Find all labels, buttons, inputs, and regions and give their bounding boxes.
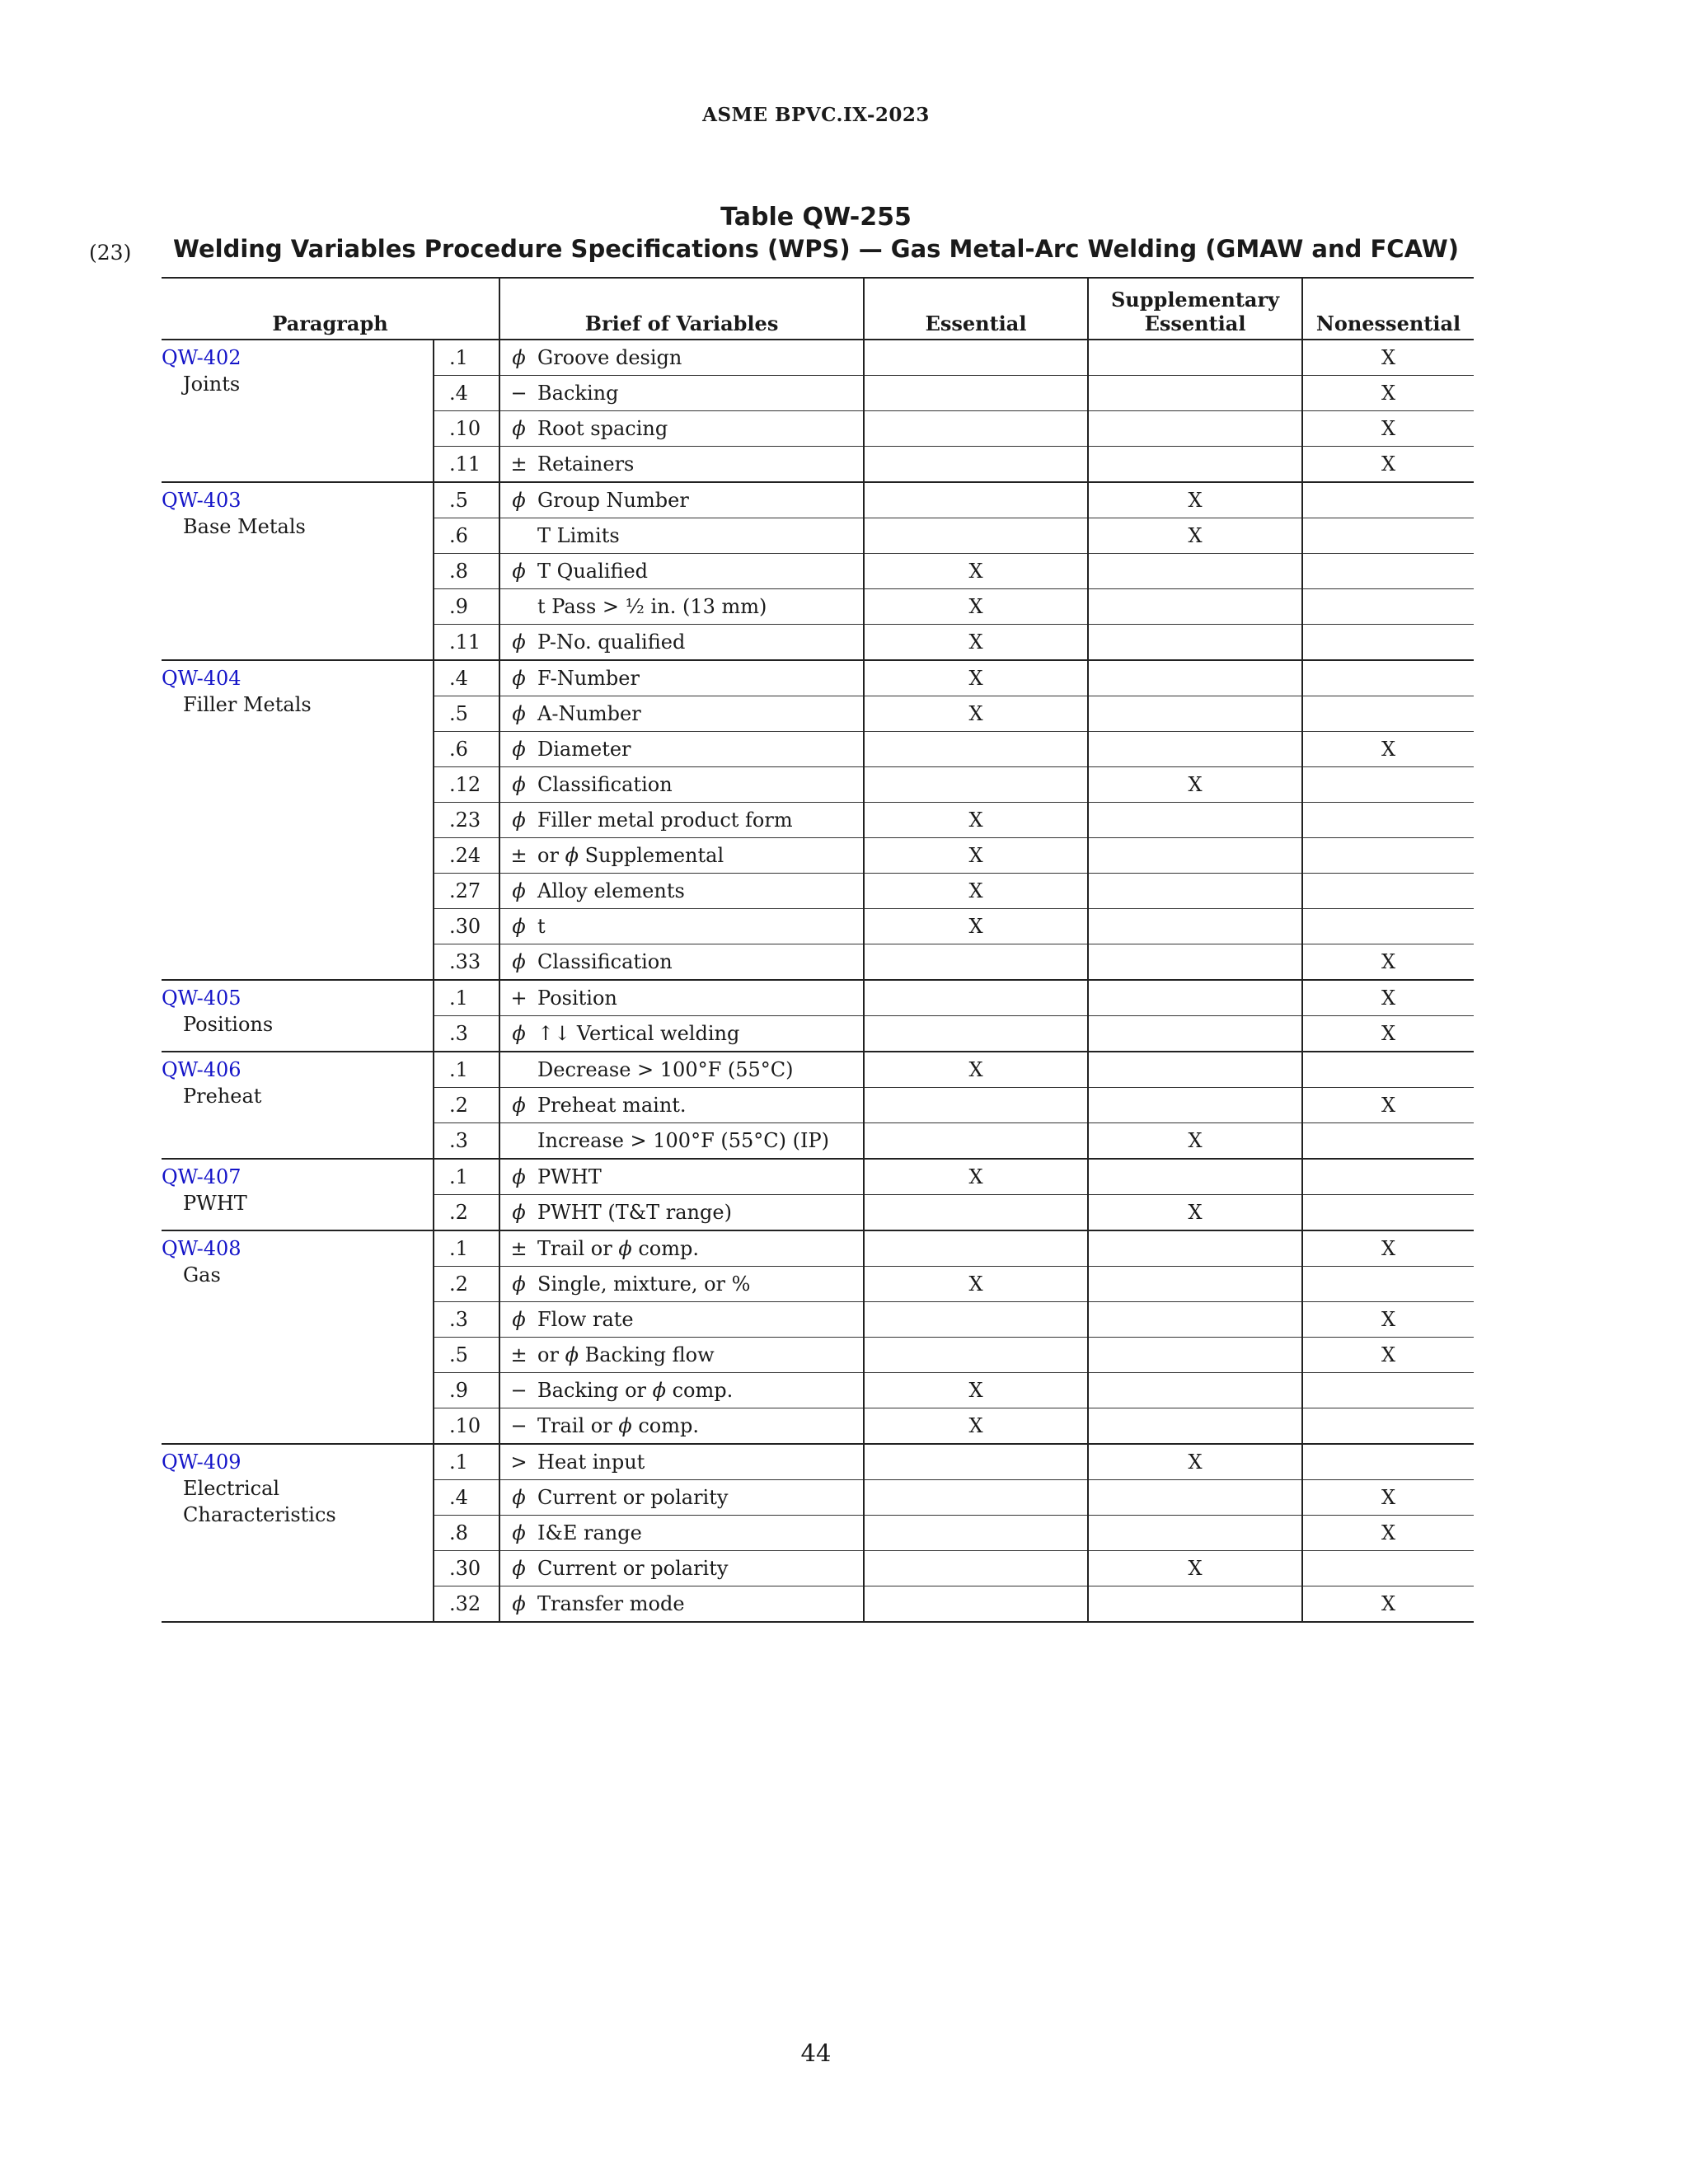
sub-number-cell: .4 — [434, 376, 499, 411]
change-symbol-cell: > — [499, 1444, 537, 1480]
nonessential-mark-cell: X — [1302, 1088, 1474, 1123]
sub-number-cell: .30 — [434, 909, 499, 944]
supplementary-mark-cell — [1088, 1373, 1302, 1408]
nonessential-mark-cell — [1302, 1267, 1474, 1302]
change-symbol-cell: − — [499, 1373, 537, 1408]
sub-number-cell: .1 — [434, 1159, 499, 1195]
essential-mark-cell — [864, 767, 1088, 803]
variable-description-cell: F-Number — [537, 660, 864, 696]
variable-description-cell: or ϕ Backing flow — [537, 1338, 864, 1373]
supplementary-mark-cell — [1088, 1230, 1302, 1267]
paragraph-cell — [162, 1230, 434, 1444]
sub-number-cell: .2 — [434, 1267, 499, 1302]
variable-description-cell: Filler metal product form — [537, 803, 864, 838]
nonessential-mark-cell — [1302, 1408, 1474, 1445]
change-symbol-cell: ± — [499, 1338, 537, 1373]
variable-description-cell: P-No. qualified — [537, 625, 864, 661]
variable-description-cell: Trail or ϕ comp. — [537, 1408, 864, 1445]
sub-number-cell: .32 — [434, 1586, 499, 1623]
essential-mark-cell: X — [864, 1159, 1088, 1195]
supplementary-mark-cell — [1088, 732, 1302, 767]
paragraph-link-qw-402[interactable]: QW-402 — [162, 346, 241, 369]
variable-description-cell: Group Number — [537, 482, 864, 518]
supplementary-mark-cell — [1088, 1586, 1302, 1623]
supplementary-mark-cell — [1088, 1302, 1302, 1338]
sub-number-cell: .23 — [434, 803, 499, 838]
variable-description-cell: Groove design — [537, 340, 864, 376]
supplementary-mark-cell — [1088, 589, 1302, 625]
col-header-supplementary-line1: Supplementary — [1110, 288, 1280, 312]
sub-number-cell: .8 — [434, 554, 499, 589]
change-symbol-cell: ϕ — [499, 696, 537, 732]
nonessential-mark-cell: X — [1302, 447, 1474, 483]
table-number: Table QW-255 — [720, 203, 912, 232]
supplementary-mark-cell — [1088, 1267, 1302, 1302]
paragraph-cell — [162, 1052, 434, 1159]
variable-description-cell: Alloy elements — [537, 874, 864, 909]
nonessential-mark-cell — [1302, 554, 1474, 589]
variable-description-cell: t — [537, 909, 864, 944]
table-row — [162, 1230, 1474, 1267]
supplementary-mark-cell: X — [1088, 767, 1302, 803]
nonessential-mark-cell — [1302, 1551, 1474, 1586]
essential-mark-cell: X — [864, 625, 1088, 661]
sub-number-cell: .3 — [434, 1302, 499, 1338]
paragraph-link-qw-409[interactable]: QW-409 — [162, 1451, 241, 1474]
variable-description-cell: T Qualified — [537, 554, 864, 589]
variable-description-cell: Backing — [537, 376, 864, 411]
supplementary-mark-cell — [1088, 1088, 1302, 1123]
change-symbol-cell: ϕ — [499, 1159, 537, 1195]
supplementary-mark-cell: X — [1088, 1195, 1302, 1231]
essential-mark-cell — [864, 944, 1088, 981]
nonessential-mark-cell — [1302, 660, 1474, 696]
change-symbol-cell: ϕ — [499, 944, 537, 981]
change-symbol-cell: ϕ — [499, 767, 537, 803]
essential-mark-cell — [864, 1302, 1088, 1338]
paragraph-name: Electrical Characteristics — [183, 1477, 336, 1526]
essential-mark-cell: X — [864, 660, 1088, 696]
paragraph-cell — [162, 340, 434, 482]
essential-mark-cell — [864, 980, 1088, 1016]
sub-number-cell: .2 — [434, 1088, 499, 1123]
nonessential-mark-cell: X — [1302, 1480, 1474, 1516]
nonessential-mark-cell — [1302, 518, 1474, 554]
change-symbol-cell: ϕ — [499, 340, 537, 376]
supplementary-mark-cell — [1088, 625, 1302, 661]
col-header-brief: Brief of Variables — [499, 278, 864, 340]
supplementary-mark-cell — [1088, 874, 1302, 909]
sub-number-cell: .8 — [434, 1516, 499, 1551]
table-row — [162, 1052, 1474, 1088]
supplementary-mark-cell: X — [1088, 1444, 1302, 1480]
change-symbol-cell — [499, 1123, 537, 1160]
nonessential-mark-cell — [1302, 1444, 1474, 1480]
variable-description-cell: Increase > 100°F (55°C) (IP) — [537, 1123, 864, 1160]
supplementary-mark-cell — [1088, 1338, 1302, 1373]
supplementary-mark-cell — [1088, 1480, 1302, 1516]
variable-description-cell: A-Number — [537, 696, 864, 732]
nonessential-mark-cell — [1302, 625, 1474, 661]
nonessential-mark-cell — [1302, 1052, 1474, 1088]
supplementary-mark-cell — [1088, 376, 1302, 411]
col-header-nonessential: Nonessential — [1302, 278, 1474, 340]
sub-number-cell: .1 — [434, 1444, 499, 1480]
paragraph-cell — [162, 1159, 434, 1230]
paragraph-cell — [162, 482, 434, 660]
change-symbol-cell: ϕ — [499, 482, 537, 518]
supplementary-mark-cell: X — [1088, 1123, 1302, 1160]
essential-mark-cell — [864, 1480, 1088, 1516]
essential-mark-cell — [864, 411, 1088, 447]
table-row — [162, 1159, 1474, 1195]
variable-description-cell: Diameter — [537, 732, 864, 767]
supplementary-mark-cell — [1088, 411, 1302, 447]
essential-mark-cell: X — [864, 1373, 1088, 1408]
table-row — [162, 980, 1474, 1016]
paragraph-link-qw-408[interactable]: QW-408 — [162, 1237, 241, 1260]
nonessential-mark-cell — [1302, 1373, 1474, 1408]
nonessential-mark-cell: X — [1302, 1516, 1474, 1551]
variable-description-cell: T Limits — [537, 518, 864, 554]
paragraph-cell — [162, 1444, 434, 1622]
sub-number-cell: .10 — [434, 1408, 499, 1445]
paragraph-name: Positions — [183, 1013, 274, 1036]
change-symbol-cell — [499, 518, 537, 554]
sub-number-cell: .30 — [434, 1551, 499, 1586]
change-symbol-cell: ϕ — [499, 874, 537, 909]
sub-number-cell: .24 — [434, 838, 499, 874]
supplementary-mark-cell — [1088, 1052, 1302, 1088]
col-header-supplementary — [1088, 278, 1302, 340]
col-header-supplementary-line2: Essential — [1144, 312, 1246, 335]
change-symbol-cell: ϕ — [499, 625, 537, 661]
nonessential-mark-cell — [1302, 1195, 1474, 1231]
essential-mark-cell — [864, 1195, 1088, 1231]
nonessential-mark-cell: X — [1302, 944, 1474, 981]
sub-number-cell: .9 — [434, 1373, 499, 1408]
change-symbol-cell: ϕ — [499, 1267, 537, 1302]
sub-number-cell: .3 — [434, 1016, 499, 1052]
sub-number-cell: .6 — [434, 732, 499, 767]
page-number: 44 — [800, 2039, 832, 2067]
paragraph-name: PWHT — [183, 1192, 247, 1215]
change-symbol-cell: ϕ — [499, 554, 537, 589]
variable-description-cell: Position — [537, 980, 864, 1016]
essential-mark-cell — [864, 376, 1088, 411]
supplementary-mark-cell: X — [1088, 518, 1302, 554]
supplementary-mark-cell — [1088, 980, 1302, 1016]
table-header-row — [162, 278, 1474, 340]
paragraph-name: Base Metals — [183, 515, 306, 538]
nonessential-mark-cell — [1302, 589, 1474, 625]
essential-mark-cell: X — [864, 696, 1088, 732]
supplementary-mark-cell — [1088, 803, 1302, 838]
variable-description-cell: Preheat maint. — [537, 1088, 864, 1123]
essential-mark-cell: X — [864, 1052, 1088, 1088]
essential-mark-cell — [864, 1516, 1088, 1551]
running-head: ASME BPVC.IX-2023 — [702, 104, 930, 126]
nonessential-mark-cell: X — [1302, 1016, 1474, 1052]
supplementary-mark-cell — [1088, 447, 1302, 483]
sub-number-cell: .1 — [434, 1052, 499, 1088]
change-symbol-cell: ϕ — [499, 1016, 537, 1052]
essential-mark-cell — [864, 482, 1088, 518]
paragraph-name: Joints — [183, 373, 241, 396]
change-symbol-cell — [499, 589, 537, 625]
variable-description-cell: Heat input — [537, 1444, 864, 1480]
supplementary-mark-cell — [1088, 1408, 1302, 1445]
supplementary-mark-cell — [1088, 1016, 1302, 1052]
supplementary-mark-cell — [1088, 909, 1302, 944]
paragraph-name: Preheat — [183, 1085, 262, 1108]
table-row — [162, 660, 1474, 696]
variable-description-cell: Current or polarity — [537, 1551, 864, 1586]
variable-description-cell: PWHT — [537, 1159, 864, 1195]
change-symbol-cell: ϕ — [499, 411, 537, 447]
col-header-paragraph: Paragraph — [162, 278, 499, 340]
nonessential-mark-cell: X — [1302, 732, 1474, 767]
change-symbol-cell: + — [499, 980, 537, 1016]
supplementary-mark-cell — [1088, 838, 1302, 874]
variable-description-cell: PWHT (T&T range) — [537, 1195, 864, 1231]
variable-description-cell: Retainers — [537, 447, 864, 483]
essential-mark-cell: X — [864, 838, 1088, 874]
sub-number-cell: .11 — [434, 447, 499, 483]
col-header-essential: Essential — [864, 278, 1088, 340]
change-symbol-cell: ± — [499, 447, 537, 483]
variable-description-cell: Transfer mode — [537, 1586, 864, 1623]
essential-mark-cell — [864, 732, 1088, 767]
variable-description-cell: ↑↓ Vertical welding — [537, 1016, 864, 1052]
paragraph-link-qw-407[interactable]: QW-407 — [162, 1165, 241, 1188]
change-symbol-cell: ϕ — [499, 660, 537, 696]
sub-number-cell: .3 — [434, 1123, 499, 1160]
essential-mark-cell — [864, 518, 1088, 554]
nonessential-mark-cell — [1302, 1123, 1474, 1160]
nonessential-mark-cell — [1302, 909, 1474, 944]
nonessential-mark-cell: X — [1302, 1302, 1474, 1338]
variable-description-cell: Single, mixture, or % — [537, 1267, 864, 1302]
change-symbol-cell: ϕ — [499, 1480, 537, 1516]
nonessential-mark-cell: X — [1302, 340, 1474, 376]
supplementary-mark-cell — [1088, 554, 1302, 589]
change-symbol-cell: ϕ — [499, 732, 537, 767]
essential-mark-cell: X — [864, 874, 1088, 909]
sub-number-cell: .33 — [434, 944, 499, 981]
variable-description-cell: Decrease > 100°F (55°C) — [537, 1052, 864, 1088]
essential-mark-cell — [864, 340, 1088, 376]
change-symbol-cell — [499, 1052, 537, 1088]
sub-number-cell: .1 — [434, 1230, 499, 1267]
variable-description-cell: or ϕ Supplemental — [537, 838, 864, 874]
nonessential-mark-cell: X — [1302, 980, 1474, 1016]
supplementary-mark-cell — [1088, 340, 1302, 376]
paragraph-cell — [162, 980, 434, 1052]
table-title: Welding Variables Procedure Specifications (WPS) — Gas Metal-Arc Welding (GMAW and FCAW) — [173, 235, 1459, 263]
sub-number-cell: .10 — [434, 411, 499, 447]
supplementary-mark-cell — [1088, 1159, 1302, 1195]
essential-mark-cell: X — [864, 554, 1088, 589]
variable-description-cell: Backing or ϕ comp. — [537, 1373, 864, 1408]
nonessential-mark-cell — [1302, 696, 1474, 732]
paragraph-link-qw-403[interactable]: QW-403 — [162, 489, 241, 512]
essential-mark-cell — [864, 1123, 1088, 1160]
essential-mark-cell — [864, 447, 1088, 483]
nonessential-mark-cell: X — [1302, 1586, 1474, 1623]
change-symbol-cell: ϕ — [499, 1551, 537, 1586]
essential-mark-cell: X — [864, 1408, 1088, 1445]
essential-mark-cell — [864, 1444, 1088, 1480]
variable-description-cell: Classification — [537, 944, 864, 981]
supplementary-mark-cell — [1088, 696, 1302, 732]
nonessential-mark-cell — [1302, 874, 1474, 909]
change-symbol-cell: ϕ — [499, 1586, 537, 1623]
revision-mark: (23) — [89, 241, 132, 265]
change-symbol-cell: ϕ — [499, 1195, 537, 1231]
variable-description-cell: t Pass > ½ in. (13 mm) — [537, 589, 864, 625]
table-row — [162, 340, 1474, 376]
nonessential-mark-cell: X — [1302, 411, 1474, 447]
paragraph-link-qw-404[interactable]: QW-404 — [162, 667, 241, 690]
nonessential-mark-cell — [1302, 1159, 1474, 1195]
change-symbol-cell: ϕ — [499, 803, 537, 838]
paragraph-name: Filler Metals — [183, 693, 312, 716]
essential-mark-cell — [864, 1551, 1088, 1586]
essential-mark-cell — [864, 1586, 1088, 1623]
variable-description-cell: I&E range — [537, 1516, 864, 1551]
variable-description-cell: Root spacing — [537, 411, 864, 447]
change-symbol-cell: ± — [499, 838, 537, 874]
essential-mark-cell: X — [864, 589, 1088, 625]
essential-mark-cell — [864, 1338, 1088, 1373]
paragraph-cell — [162, 660, 434, 980]
paragraph-link-qw-405[interactable]: QW-405 — [162, 987, 241, 1010]
wps-variables-table — [162, 277, 1474, 1623]
sub-number-cell: .11 — [434, 625, 499, 661]
essential-mark-cell: X — [864, 803, 1088, 838]
change-symbol-cell: ϕ — [499, 1516, 537, 1551]
sub-number-cell: .2 — [434, 1195, 499, 1231]
change-symbol-cell: ϕ — [499, 1302, 537, 1338]
nonessential-mark-cell: X — [1302, 1230, 1474, 1267]
paragraph-link-qw-406[interactable]: QW-406 — [162, 1058, 241, 1081]
change-symbol-cell: ± — [499, 1230, 537, 1267]
sub-number-cell: .6 — [434, 518, 499, 554]
paragraph-name: Gas — [183, 1263, 221, 1286]
sub-number-cell: .12 — [434, 767, 499, 803]
sub-number-cell: .4 — [434, 1480, 499, 1516]
supplementary-mark-cell — [1088, 660, 1302, 696]
nonessential-mark-cell: X — [1302, 376, 1474, 411]
sub-number-cell: .4 — [434, 660, 499, 696]
supplementary-mark-cell: X — [1088, 1551, 1302, 1586]
sub-number-cell: .1 — [434, 980, 499, 1016]
variable-description-cell: Classification — [537, 767, 864, 803]
essential-mark-cell — [864, 1088, 1088, 1123]
supplementary-mark-cell: X — [1088, 482, 1302, 518]
nonessential-mark-cell — [1302, 803, 1474, 838]
essential-mark-cell — [864, 1016, 1088, 1052]
variable-description-cell: Trail or ϕ comp. — [537, 1230, 864, 1267]
sub-number-cell: .5 — [434, 1338, 499, 1373]
sub-number-cell: .9 — [434, 589, 499, 625]
variable-description-cell: Current or polarity — [537, 1480, 864, 1516]
supplementary-mark-cell — [1088, 1516, 1302, 1551]
sub-number-cell: .1 — [434, 340, 499, 376]
table-row — [162, 482, 1474, 518]
sub-number-cell: .5 — [434, 482, 499, 518]
essential-mark-cell: X — [864, 1267, 1088, 1302]
change-symbol-cell: ϕ — [499, 909, 537, 944]
variable-description-cell: Flow rate — [537, 1302, 864, 1338]
sub-number-cell: .5 — [434, 696, 499, 732]
table-body — [162, 340, 1474, 1622]
change-symbol-cell: − — [499, 376, 537, 411]
nonessential-mark-cell: X — [1302, 1338, 1474, 1373]
table-row — [162, 1444, 1474, 1480]
supplementary-mark-cell — [1088, 944, 1302, 981]
change-symbol-cell: ϕ — [499, 1088, 537, 1123]
nonessential-mark-cell — [1302, 767, 1474, 803]
essential-mark-cell — [864, 1230, 1088, 1267]
nonessential-mark-cell — [1302, 838, 1474, 874]
sub-number-cell: .27 — [434, 874, 499, 909]
change-symbol-cell: − — [499, 1408, 537, 1445]
nonessential-mark-cell — [1302, 482, 1474, 518]
essential-mark-cell: X — [864, 909, 1088, 944]
